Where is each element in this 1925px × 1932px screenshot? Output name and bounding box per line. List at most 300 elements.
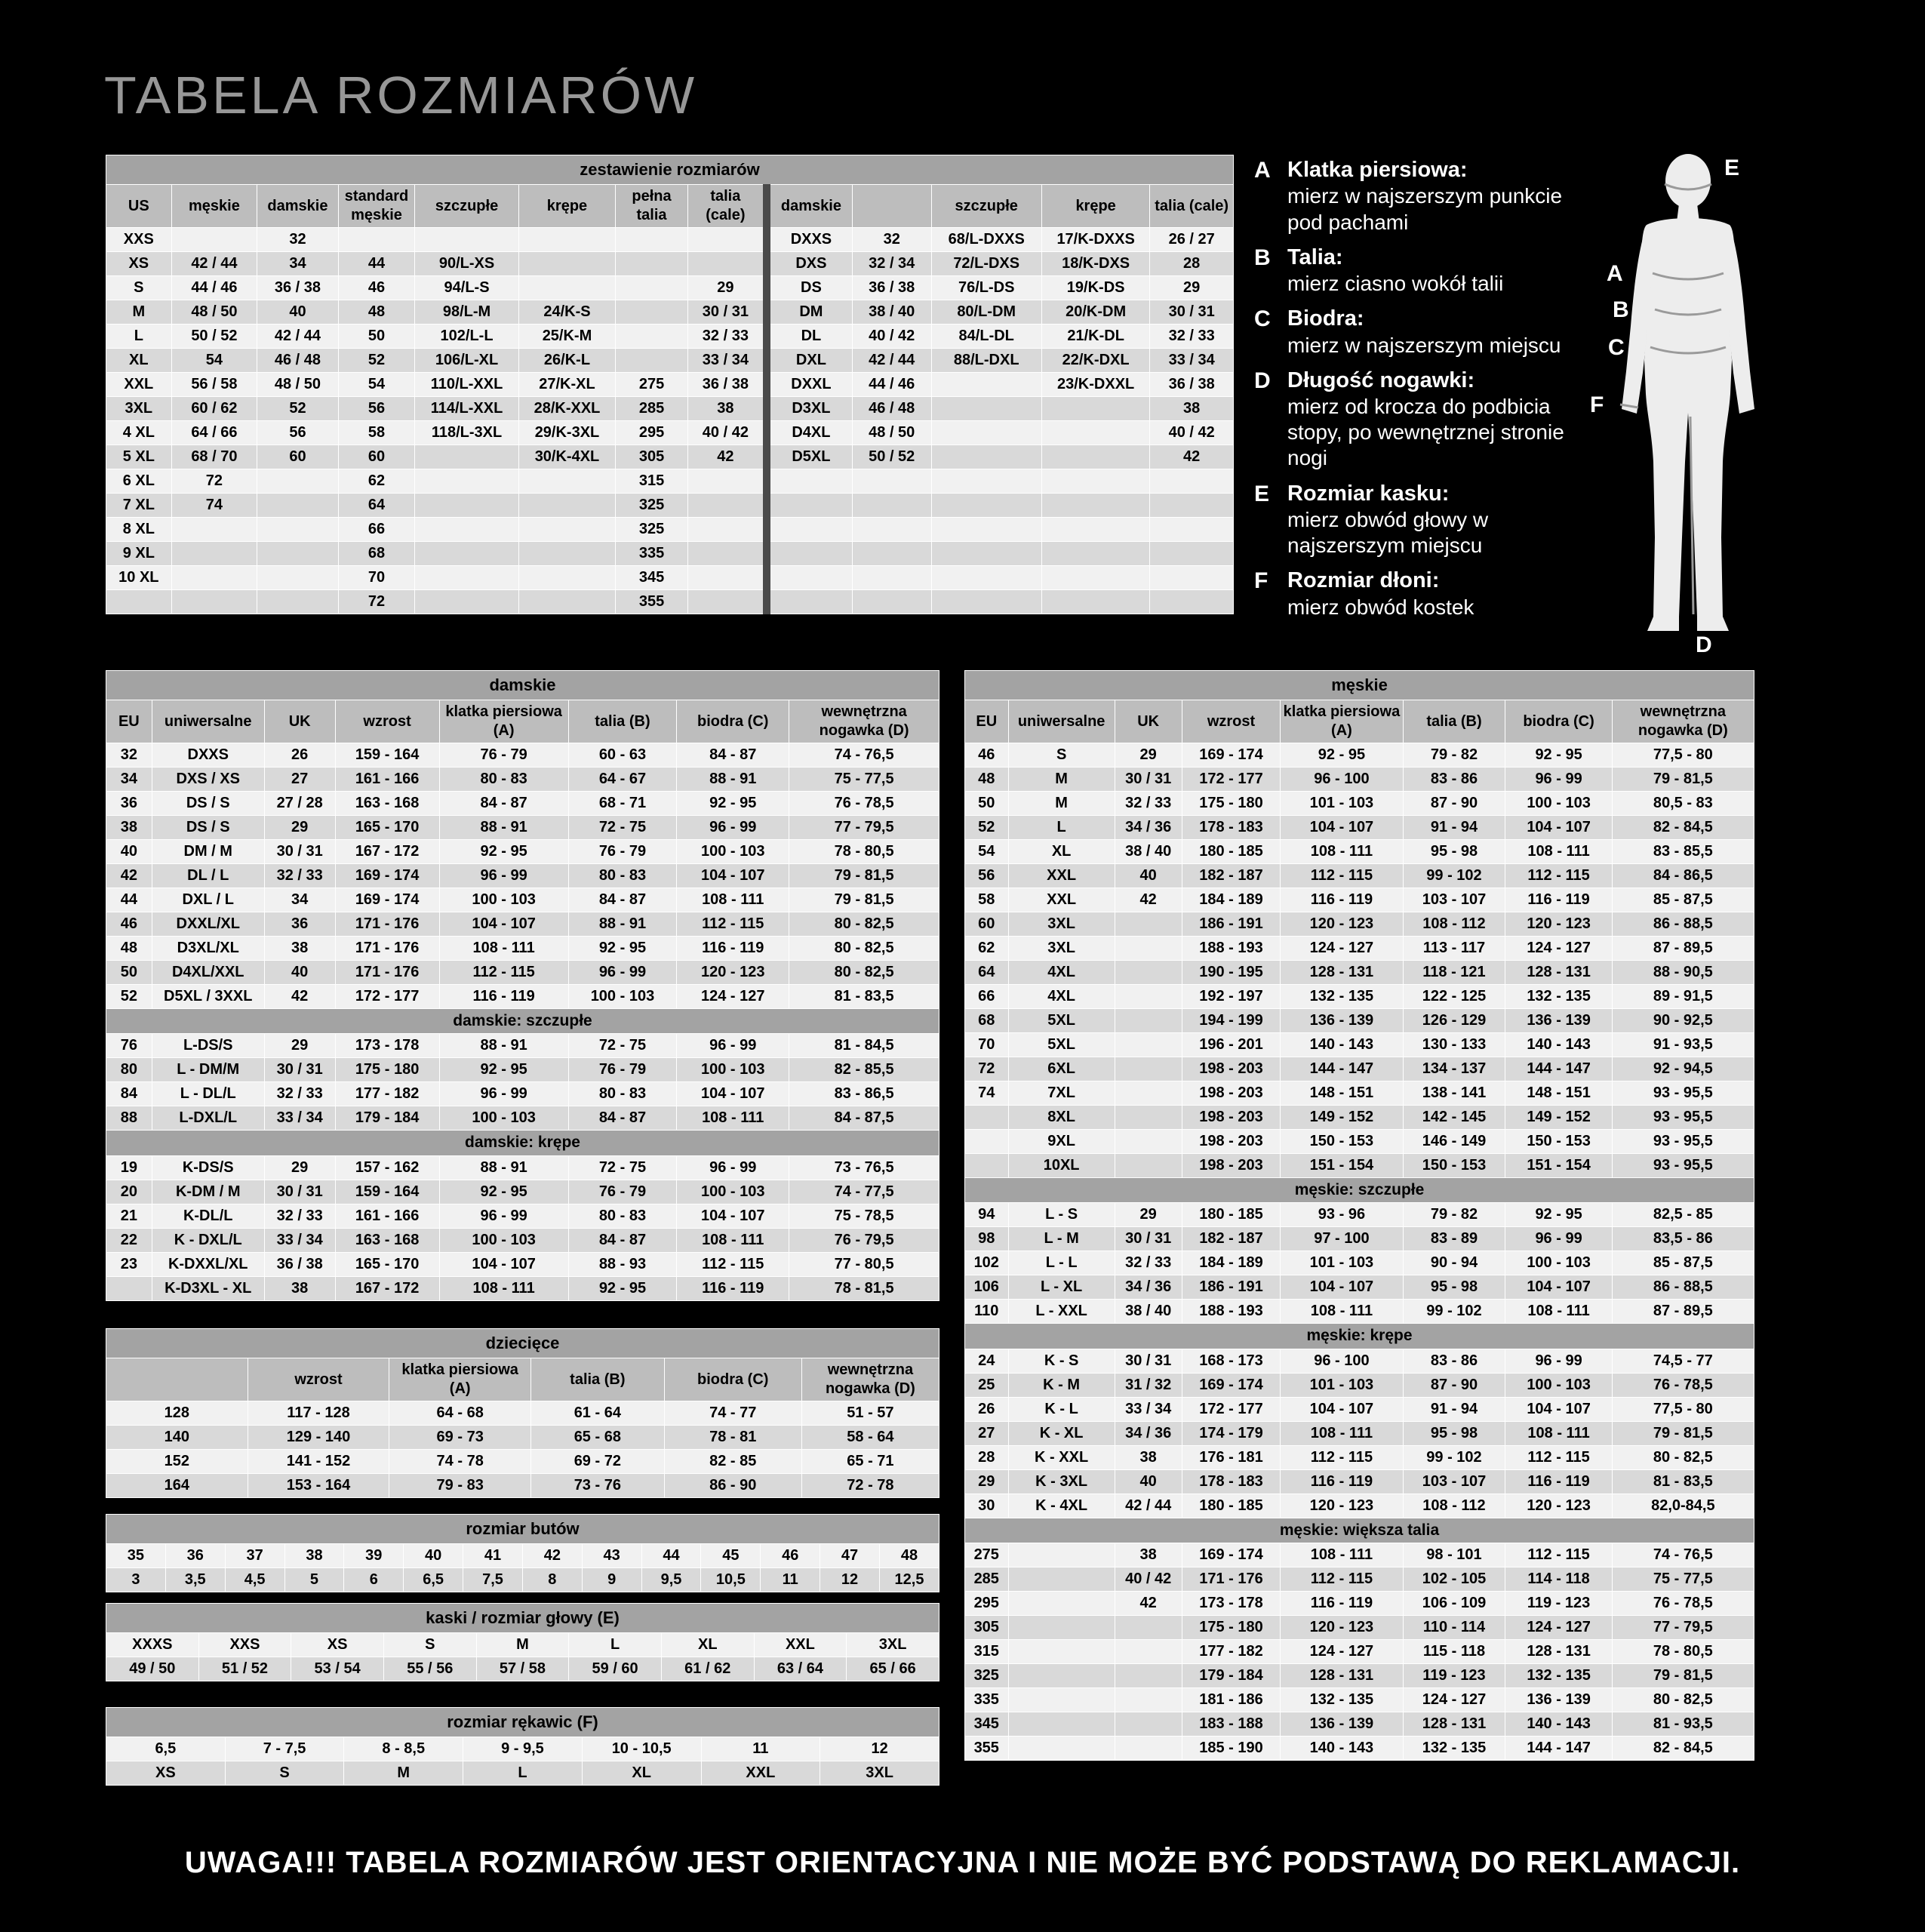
table-cell: L - DM/M — [152, 1058, 264, 1082]
table-cell: 46 — [965, 743, 1009, 768]
table-cell: 112 - 115 — [439, 961, 568, 985]
table-cell: 27 — [965, 1421, 1009, 1445]
table-header-cell: klatka piersiowa (A) — [389, 1358, 531, 1401]
table-header-cell: wewnętrzna nogawka (D) — [1612, 700, 1754, 743]
table-cell: 7 - 7,5 — [225, 1737, 344, 1761]
table-cell: 48 — [965, 768, 1009, 792]
table-cell: 77 - 79,5 — [789, 816, 939, 840]
table-cell: 179 - 184 — [1182, 1663, 1281, 1687]
legend-letter: B — [1254, 245, 1271, 270]
section-title-row — [965, 1324, 1754, 1349]
table-cell: 32 / 33 — [1150, 325, 1234, 349]
men-szczuple-body — [965, 1203, 1754, 1324]
table-row — [965, 1349, 1754, 1373]
table-cell: 77 - 80,5 — [789, 1252, 939, 1276]
table-cell — [852, 542, 931, 566]
table-cell: 108 - 111 — [1281, 1543, 1403, 1567]
table-cell: 76 - 79 — [568, 840, 677, 864]
table-cell: 315 — [965, 1639, 1009, 1663]
table-cell: 76 - 78,5 — [789, 792, 939, 816]
table-cell — [687, 590, 767, 614]
table-row — [106, 792, 939, 816]
figure-label-d: D — [1696, 632, 1712, 657]
table-cell: 27 — [264, 768, 335, 792]
table-row — [106, 840, 939, 864]
table-cell: 87 - 89,5 — [1612, 1300, 1754, 1324]
table-cell: 171 - 176 — [335, 937, 439, 961]
table-row — [106, 1761, 939, 1786]
table-cell: 45 — [701, 1544, 761, 1568]
table-cell — [1115, 1057, 1182, 1081]
table-cell: 9 — [582, 1568, 641, 1592]
table-cell: 3XL — [847, 1633, 939, 1657]
table-cell: 79 - 81,5 — [789, 888, 939, 912]
legend-desc: mierz obwód kostek — [1287, 595, 1475, 619]
table-cell: 28 — [1150, 252, 1234, 276]
legend-desc: mierz ciasno wokół talii — [1287, 272, 1504, 296]
table-cell: 40 — [264, 961, 335, 985]
table-cell — [257, 469, 339, 494]
table-cell: DXXS — [152, 743, 264, 768]
table-cell — [518, 469, 615, 494]
table-cell: 34 — [106, 768, 152, 792]
table-header-row — [106, 1358, 939, 1401]
table-cell: 23 — [106, 1252, 152, 1276]
table-cell — [1115, 1712, 1182, 1736]
table-cell: 100 - 103 — [439, 1228, 568, 1252]
table-cell: 40 / 42 — [687, 421, 767, 445]
table-row — [965, 1154, 1754, 1178]
table-cell: 198 - 203 — [1182, 1106, 1281, 1130]
table-cell: 87 - 89,5 — [1612, 937, 1754, 961]
table-cell: 183 - 188 — [1182, 1712, 1281, 1736]
table-cell — [767, 469, 853, 494]
table-cell: 99 - 102 — [1403, 864, 1505, 888]
table-cell — [852, 566, 931, 590]
table-cell: 22 — [106, 1228, 152, 1252]
table-cell: 120 - 123 — [1281, 1494, 1403, 1518]
legend-item-f — [1254, 568, 1567, 620]
table-cell: 97 - 100 — [1281, 1227, 1403, 1251]
table-cell: 81 - 83,5 — [1612, 1469, 1754, 1494]
table-row — [106, 566, 1234, 590]
table-header-row — [106, 700, 939, 743]
table-cell: 128 - 131 — [1505, 1639, 1612, 1663]
table-cell: 198 - 203 — [1182, 1057, 1281, 1081]
table-cell: 44 — [106, 888, 152, 912]
table-cell — [171, 542, 257, 566]
table-cell — [415, 445, 518, 469]
table-cell: 57 / 58 — [476, 1657, 569, 1681]
table-cell: K-DL/L — [152, 1204, 264, 1228]
table-cell: 63 / 64 — [754, 1657, 847, 1681]
table-cell: 38 / 40 — [1115, 1300, 1182, 1324]
table-cell: L - XL — [1008, 1275, 1115, 1300]
table-cell: 29 — [687, 276, 767, 300]
kids-table-title: dziecięce — [106, 1328, 939, 1358]
table-cell: 173 - 178 — [1182, 1591, 1281, 1615]
table-cell: 40 — [106, 840, 152, 864]
table-header-cell: wzrost — [1182, 700, 1281, 743]
table-cell: 72 - 75 — [568, 1155, 677, 1180]
table-row — [106, 469, 1234, 494]
table-cell: 174 - 179 — [1182, 1421, 1281, 1445]
table-cell: 73 - 76 — [531, 1474, 665, 1498]
table-cell: 4,5 — [225, 1568, 284, 1592]
table-cell — [1150, 494, 1234, 518]
table-cell: 88 - 91 — [677, 768, 789, 792]
legend-title: Klatka piersiowa: — [1287, 158, 1468, 182]
section-title: męskie: szczupłe — [965, 1178, 1754, 1203]
table-cell: 26 — [264, 743, 335, 768]
body-figure-svg — [1571, 145, 1805, 673]
table-cell: S — [1008, 743, 1115, 768]
table-cell: 100 - 103 — [1505, 1251, 1612, 1275]
table-cell — [1115, 1663, 1182, 1687]
table-cell: 9 XL — [106, 542, 172, 566]
table-row — [106, 325, 1234, 349]
table-cell: 42 — [687, 445, 767, 469]
table-cell: 98 - 101 — [1403, 1543, 1505, 1567]
table-cell: 167 - 172 — [335, 1276, 439, 1300]
table-cell: 42 / 44 — [171, 252, 257, 276]
table-cell: 136 - 139 — [1281, 1009, 1403, 1033]
table-cell: XXL — [1008, 888, 1115, 912]
table-cell: 76 — [106, 1034, 152, 1058]
table-cell: XS — [106, 1761, 226, 1786]
table-cell: 315 — [616, 469, 688, 494]
table-cell: 110/L-XXL — [415, 373, 518, 397]
table-cell: D4XL/XXL — [152, 961, 264, 985]
table-row — [965, 1494, 1754, 1518]
table-cell: 169 - 174 — [335, 864, 439, 888]
table-cell: 92 - 95 — [1281, 743, 1403, 768]
table-cell: XXXS — [106, 1633, 199, 1657]
legend-letter: C — [1254, 306, 1271, 332]
table-cell: 116 - 119 — [1281, 1591, 1403, 1615]
table-header-row — [965, 700, 1754, 743]
table-cell: 87 - 90 — [1403, 1373, 1505, 1397]
table-cell: 29 — [1115, 1203, 1182, 1227]
table-cell: 32 — [852, 228, 931, 252]
table-cell: 76 - 78,5 — [1612, 1373, 1754, 1397]
table-cell: 83,5 - 86 — [1612, 1227, 1754, 1251]
table-cell: DXL — [767, 349, 853, 373]
table-cell: 82 - 85 — [664, 1450, 801, 1474]
helmets-table-title: kaski / rozmiar głowy (E) — [106, 1603, 939, 1632]
table-cell: 78 - 80,5 — [789, 840, 939, 864]
table-row — [106, 864, 939, 888]
table-row — [106, 1180, 939, 1204]
table-cell: 184 - 189 — [1182, 1251, 1281, 1275]
table-cell: 48 / 50 — [852, 421, 931, 445]
table-row — [965, 912, 1754, 937]
table-cell: 38 — [284, 1544, 344, 1568]
table-cell — [687, 228, 767, 252]
table-cell — [518, 590, 615, 614]
table-cell: 82,0-84,5 — [1612, 1494, 1754, 1518]
table-row — [965, 1373, 1754, 1397]
table-cell: 60 / 62 — [171, 397, 257, 421]
table-cell: 164 — [106, 1474, 248, 1498]
table-cell: 172 - 177 — [1182, 768, 1281, 792]
table-cell: L-DS/S — [152, 1034, 264, 1058]
table-header-cell: EU — [106, 700, 152, 743]
table-cell: 93 - 95,5 — [1612, 1081, 1754, 1106]
table-cell: 30 / 31 — [687, 300, 767, 325]
table-cell: 47 — [820, 1544, 880, 1568]
table-cell: 79 - 81,5 — [789, 864, 939, 888]
table-cell: 182 - 187 — [1182, 864, 1281, 888]
table-cell: 116 - 119 — [1281, 888, 1403, 912]
table-cell — [931, 373, 1041, 397]
table-cell: 169 - 174 — [1182, 743, 1281, 768]
table-cell: 21/K-DL — [1041, 325, 1149, 349]
table-cell: 30/K-4XL — [518, 445, 615, 469]
table-cell: 148 - 151 — [1281, 1081, 1403, 1106]
shoes-table-title: rozmiar butów — [106, 1514, 939, 1543]
table-cell: 73 - 76,5 — [789, 1155, 939, 1180]
table-cell: 305 — [616, 445, 688, 469]
table-cell: 124 - 127 — [1505, 1615, 1612, 1639]
table-cell: D3XL — [767, 397, 853, 421]
table-cell — [1115, 1736, 1182, 1760]
women-krepe-body — [106, 1155, 939, 1300]
table-cell: 108 - 111 — [1281, 840, 1403, 864]
table-cell — [852, 469, 931, 494]
table-row — [965, 1081, 1754, 1106]
table-row — [106, 912, 939, 937]
table-cell — [1041, 445, 1149, 469]
table-cell: 140 - 143 — [1505, 1033, 1612, 1057]
legend-title: Rozmiar dłoni: — [1287, 568, 1440, 593]
table-cell: 92 - 94,5 — [1612, 1057, 1754, 1081]
table-header-cell: uniwersalne — [1008, 700, 1115, 743]
table-cell: D3XL/XL — [152, 937, 264, 961]
table-cell: 80 - 82,5 — [789, 937, 939, 961]
table-row — [106, 1737, 939, 1761]
figure-label-c: C — [1608, 335, 1625, 360]
table-row — [106, 888, 939, 912]
overview-table-title: zestawienie rozmiarów — [106, 155, 1234, 184]
table-cell: 66 — [965, 985, 1009, 1009]
table-cell — [965, 1130, 1009, 1154]
table-cell: 25 — [965, 1373, 1009, 1397]
table-cell: 26/K-L — [518, 349, 615, 373]
table-cell: 30 — [965, 1494, 1009, 1518]
table-cell: 108 - 111 — [677, 888, 789, 912]
helmets-table-body — [106, 1633, 939, 1681]
table-cell: 84 - 87,5 — [789, 1106, 939, 1131]
table-cell — [1150, 518, 1234, 542]
table-cell: S — [106, 276, 172, 300]
table-cell: 5XL — [1008, 1033, 1115, 1057]
table-cell: 68 / 70 — [171, 445, 257, 469]
table-cell: 82,5 - 85 — [1612, 1203, 1754, 1227]
table-row — [965, 1687, 1754, 1712]
table-cell: 65 - 71 — [801, 1450, 939, 1474]
table-cell: 198 - 203 — [1182, 1154, 1281, 1178]
table-cell: XL — [106, 349, 172, 373]
table-cell: 21 — [106, 1204, 152, 1228]
table-cell: M — [344, 1761, 463, 1786]
table-cell: 126 - 129 — [1403, 1009, 1505, 1033]
table-cell — [171, 566, 257, 590]
table-row — [965, 1227, 1754, 1251]
table-cell — [687, 252, 767, 276]
table-cell: 178 - 183 — [1182, 1469, 1281, 1494]
table-cell: 3XL — [1008, 937, 1115, 961]
table-cell: K-DM / M — [152, 1180, 264, 1204]
table-cell: 192 - 197 — [1182, 985, 1281, 1009]
table-cell: 46 — [106, 912, 152, 937]
table-row — [965, 1203, 1754, 1227]
table-cell: 112 - 115 — [677, 912, 789, 937]
table-cell: 27 / 28 — [264, 792, 335, 816]
table-cell: 7,5 — [463, 1568, 523, 1592]
table-cell: 9 - 9,5 — [463, 1737, 583, 1761]
table-cell: 84/L-DL — [931, 325, 1041, 349]
table-cell: 52 — [106, 985, 152, 1009]
table-cell — [767, 566, 853, 590]
table-cell: 30 / 31 — [1150, 300, 1234, 325]
table-cell: 35 — [106, 1544, 166, 1568]
legend-title: Biodra: — [1287, 306, 1364, 331]
table-cell: 171 - 176 — [1182, 1567, 1281, 1591]
table-cell: 30 / 31 — [1115, 1227, 1182, 1251]
table-cell: 79 - 81,5 — [1612, 1663, 1754, 1687]
table-cell: 141 - 152 — [248, 1450, 389, 1474]
table-cell: 80 - 82,5 — [1612, 1687, 1754, 1712]
table-cell: 175 - 180 — [335, 1058, 439, 1082]
table-cell: 60 — [338, 445, 415, 469]
table-cell: 91 - 94 — [1403, 816, 1505, 840]
table-cell: 104 - 107 — [1281, 816, 1403, 840]
legend-item-a — [1254, 157, 1567, 235]
table-cell: 96 - 99 — [439, 864, 568, 888]
table-cell: K - 4XL — [1008, 1494, 1115, 1518]
table-cell: 40 / 42 — [1115, 1567, 1182, 1591]
table-cell: 84 — [106, 1082, 152, 1106]
table-cell: 70 — [338, 566, 415, 590]
table-row — [965, 864, 1754, 888]
table-cell: 40 / 42 — [1150, 421, 1234, 445]
table-cell — [518, 542, 615, 566]
table-cell: 56 — [965, 864, 1009, 888]
table-cell: 33 / 34 — [1150, 349, 1234, 373]
table-row — [106, 276, 1234, 300]
table-cell: 36 / 38 — [852, 276, 931, 300]
table-cell: 33 / 34 — [264, 1228, 335, 1252]
table-cell: 140 - 143 — [1281, 1736, 1403, 1760]
table-cell: K - XL — [1008, 1421, 1115, 1445]
table-cell: 325 — [965, 1663, 1009, 1687]
table-cell: 65 - 68 — [531, 1426, 665, 1450]
table-cell: L-DXL/L — [152, 1106, 264, 1131]
table-cell: 42 / 44 — [257, 325, 339, 349]
table-cell: 3XL — [820, 1761, 939, 1786]
table-cell — [687, 542, 767, 566]
table-cell: 172 - 177 — [1182, 1397, 1281, 1421]
page-title: TABELA ROZMIARÓW — [104, 66, 698, 125]
table-cell: 32 / 33 — [687, 325, 767, 349]
table-cell: 37 — [225, 1544, 284, 1568]
table-cell — [1008, 1712, 1115, 1736]
table-cell: 76/L-DS — [931, 276, 1041, 300]
table-header-cell: wzrost — [248, 1358, 389, 1401]
table-cell — [1115, 1033, 1182, 1057]
table-cell: XXL — [701, 1761, 820, 1786]
table-row — [965, 1469, 1754, 1494]
table-cell: 85 - 87,5 — [1612, 888, 1754, 912]
table-cell: 101 - 103 — [1281, 1373, 1403, 1397]
table-cell: D4XL — [767, 421, 853, 445]
table-cell: K - S — [1008, 1349, 1115, 1373]
table-cell: 4XL — [1008, 961, 1115, 985]
table-row — [106, 1276, 939, 1300]
table-cell: 42 — [1115, 1591, 1182, 1615]
table-cell: 100 - 103 — [677, 840, 789, 864]
table-cell: 40 — [1115, 864, 1182, 888]
table-cell: M — [106, 300, 172, 325]
table-row — [106, 816, 939, 840]
table-cell — [1008, 1543, 1115, 1567]
table-cell: 29/K-3XL — [518, 421, 615, 445]
women-table-head — [106, 700, 939, 743]
table-cell: 30 / 31 — [264, 1058, 335, 1082]
table-cell — [518, 252, 615, 276]
table-cell: L — [463, 1761, 583, 1786]
table-cell: 17/K-DXXS — [1041, 228, 1149, 252]
table-cell: 88 - 93 — [568, 1252, 677, 1276]
table-cell: 115 - 118 — [1403, 1639, 1505, 1663]
table-cell: 108 - 111 — [677, 1228, 789, 1252]
table-cell: 305 — [965, 1615, 1009, 1639]
table-cell: 70 — [965, 1033, 1009, 1057]
table-row — [106, 985, 939, 1009]
women-table — [106, 700, 939, 1301]
table-cell: 81 - 93,5 — [1612, 1712, 1754, 1736]
table-cell: S — [225, 1761, 344, 1786]
table-cell: 99 - 102 — [1403, 1445, 1505, 1469]
table-cell — [1041, 469, 1149, 494]
table-cell: 36 / 38 — [257, 276, 339, 300]
table-cell: 3,5 — [165, 1568, 225, 1592]
table-cell: 114/L-XXL — [415, 397, 518, 421]
table-cell: 120 - 123 — [1505, 1494, 1612, 1518]
table-cell: L - M — [1008, 1227, 1115, 1251]
table-cell: 96 - 99 — [439, 1082, 568, 1106]
table-cell: DXS — [767, 252, 853, 276]
table-cell: 75 - 77,5 — [1612, 1567, 1754, 1591]
table-cell: 74 - 77 — [664, 1401, 801, 1426]
table-cell: 116 - 119 — [1505, 1469, 1612, 1494]
table-cell — [687, 494, 767, 518]
table-cell: 100 - 103 — [439, 888, 568, 912]
table-cell: 179 - 184 — [335, 1106, 439, 1131]
table-row — [106, 1252, 939, 1276]
table-cell — [518, 518, 615, 542]
table-cell: DXXS — [767, 228, 853, 252]
table-cell: 77 - 79,5 — [1612, 1615, 1754, 1639]
table-cell: 285 — [616, 397, 688, 421]
table-cell: 114 - 118 — [1505, 1567, 1612, 1591]
table-header-cell: krępe — [518, 185, 615, 228]
table-row — [965, 1712, 1754, 1736]
table-cell: 186 - 191 — [1182, 1275, 1281, 1300]
table-cell: K - DXL/L — [152, 1228, 264, 1252]
table-cell: 108 - 112 — [1403, 912, 1505, 937]
